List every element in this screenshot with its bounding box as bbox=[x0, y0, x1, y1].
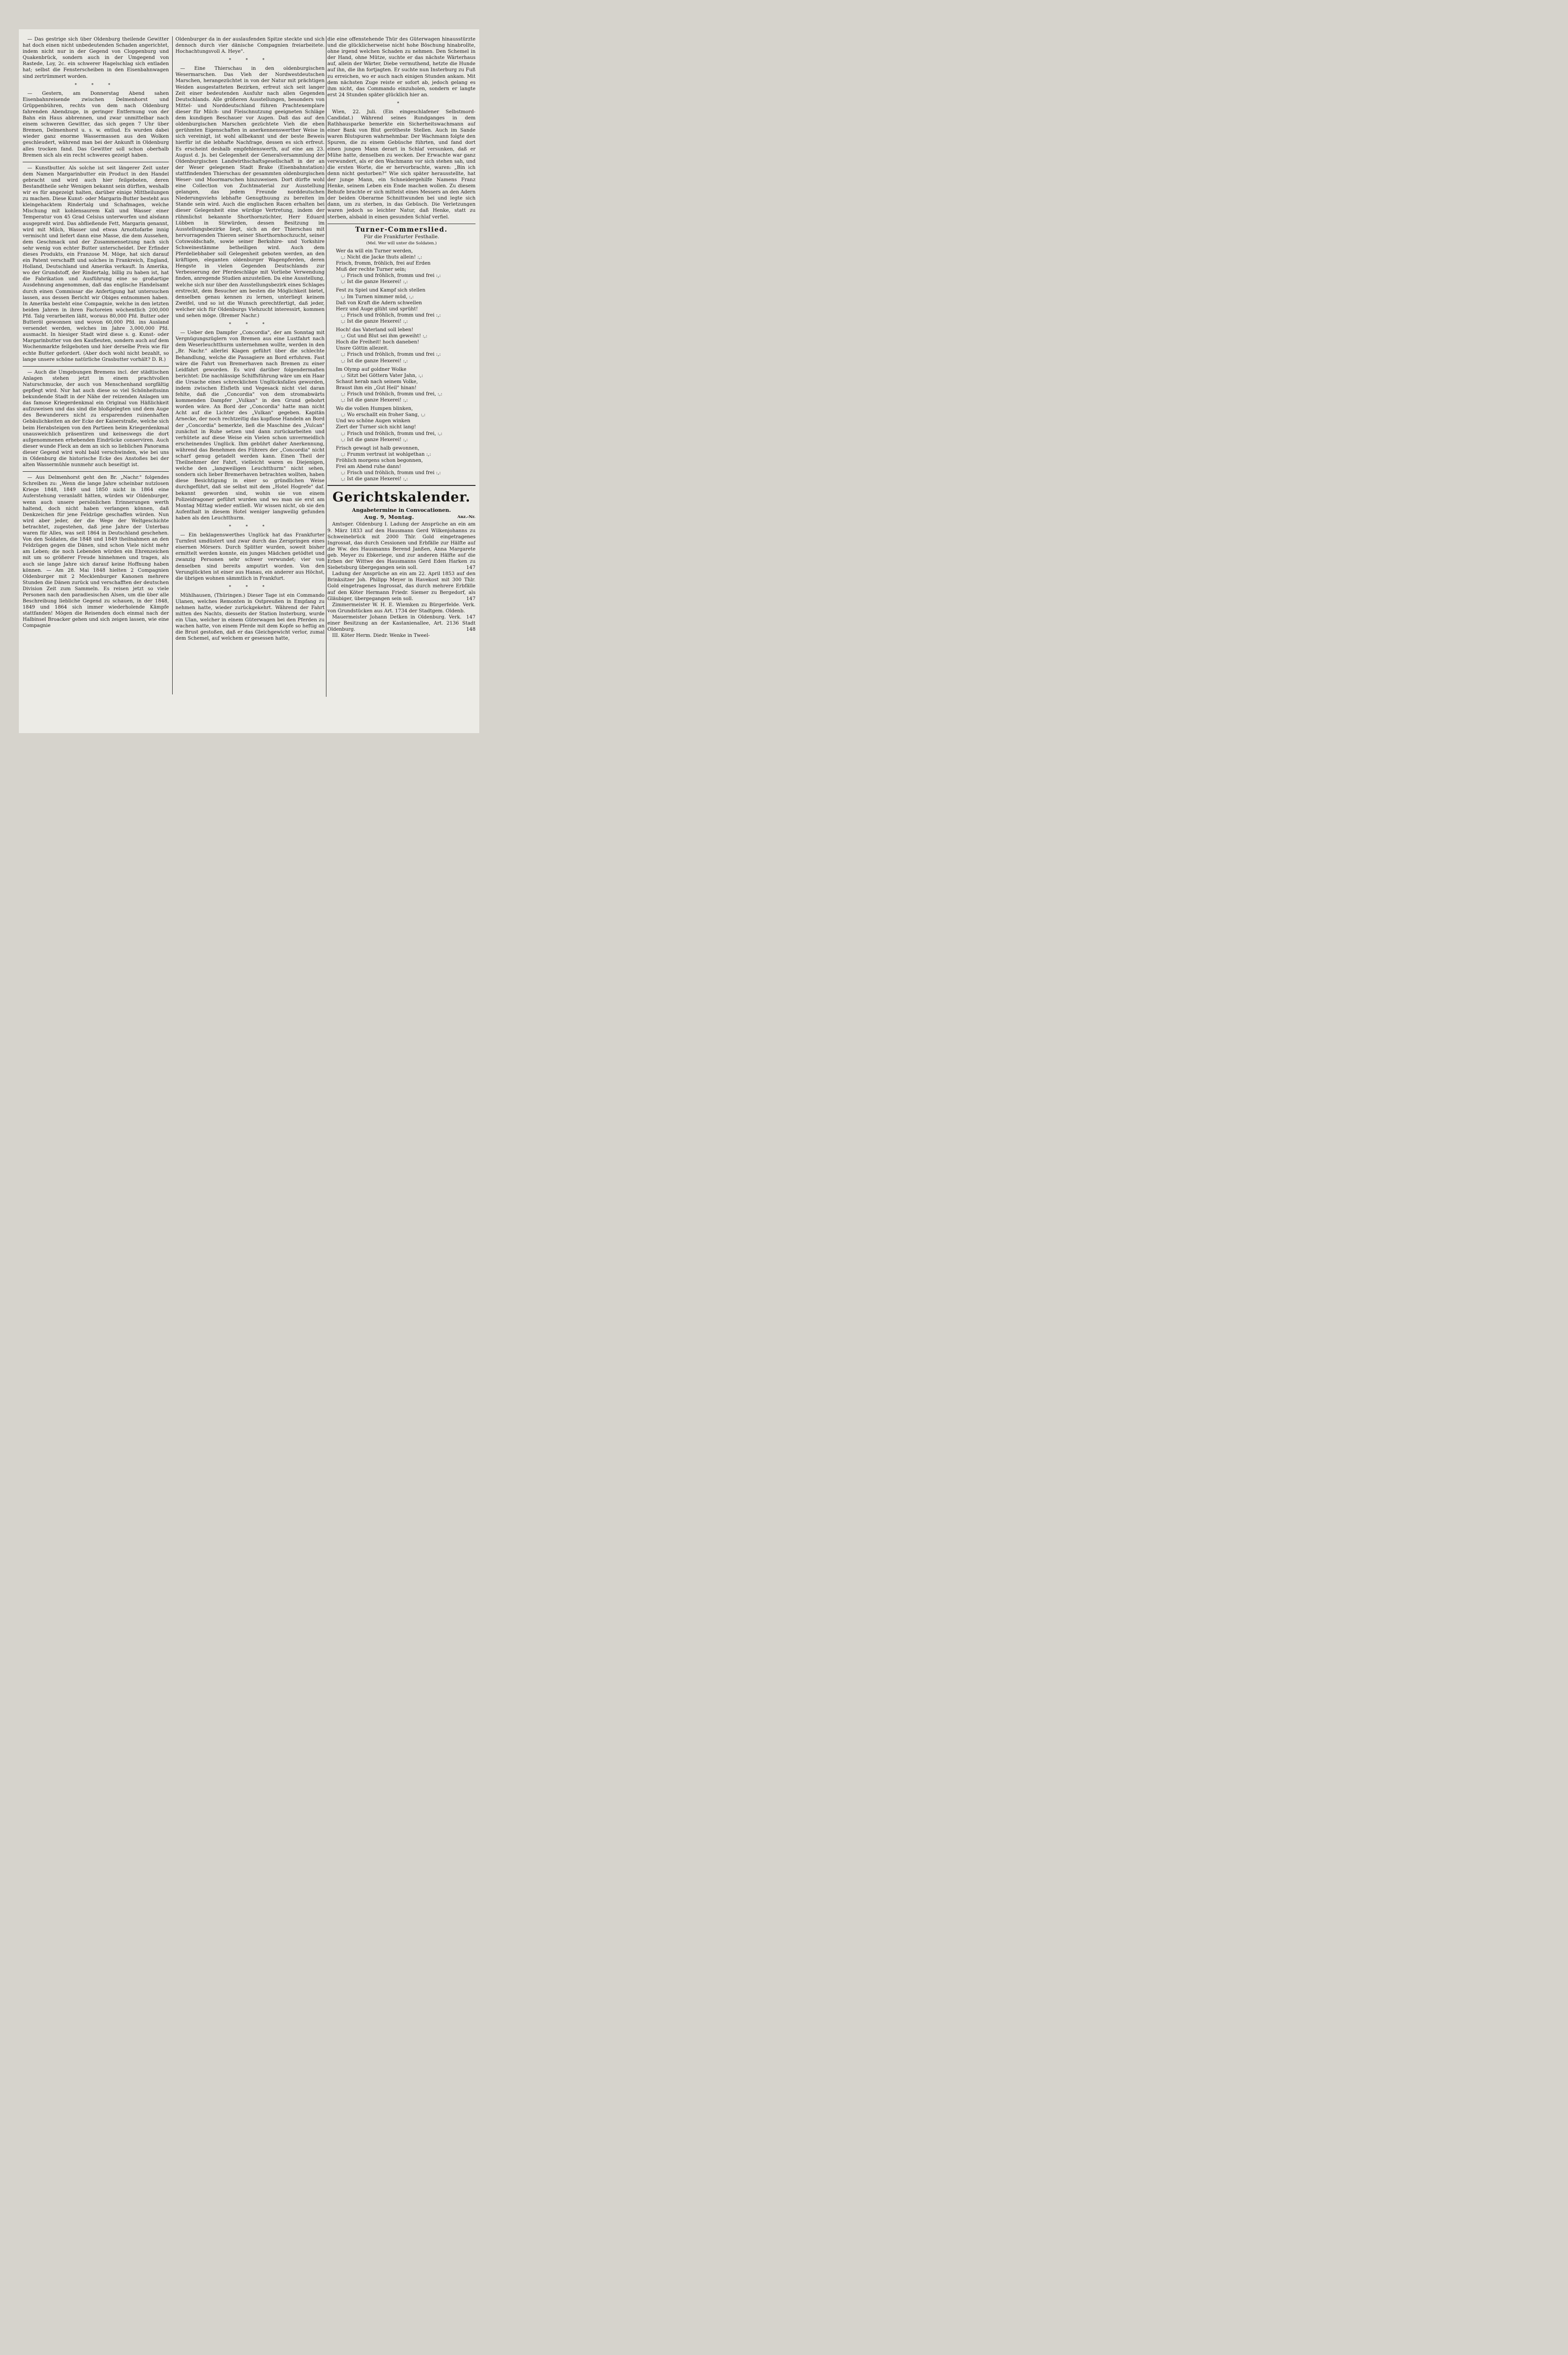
court-entry-text: III. Köter Herm. Diedr. Wenke in Tweel- bbox=[332, 633, 430, 639]
separator-stars: * bbox=[397, 101, 406, 106]
verse-line: :,: Frisch und fröhlich, fromm und frei :,: bbox=[341, 470, 441, 476]
verse-line: Fröhlich morgens schon begonnen, bbox=[336, 457, 423, 463]
court-entry bbox=[327, 571, 475, 601]
verse-line: Hoch! das Vaterland soll leben! bbox=[336, 327, 414, 333]
court-entry-text: Ladung der Ansprüche an ein am 22. April 1853 auf den Brinksitzer Joh. Philipp Meyer in Havekost mit 300 Thlr. Gold eingetragenes Ingrossat, das durch mehrere Erbfälle auf den Köter Hermann Friedr. Siemer zu Bergedorf, als Gläubiger, übergegangen sein soll. bbox=[327, 571, 475, 601]
court-entry-number: 147 bbox=[466, 614, 475, 620]
separator-stars: * * * bbox=[229, 58, 271, 63]
verse-line: Ziert der Turner sich nicht lang! bbox=[336, 424, 416, 430]
verse-line: :,: Ist die ganze Hexerei! :,: bbox=[341, 397, 408, 403]
verse-line: :,: Wo erschallt ein froher Sang, :,: bbox=[341, 412, 425, 418]
court-calendar-date-row bbox=[327, 514, 475, 520]
separator-rule bbox=[23, 366, 169, 367]
verse-line: Braust ihm ein „Gut Heil" hinan! bbox=[336, 384, 417, 391]
court-entry-text: Mauermeister Johann Detken in Oldenburg. Verk. einer Besitzung an der Kastanienallee, Art. 2136 Stadt Oldenburg. bbox=[327, 614, 475, 633]
song-verse bbox=[327, 327, 475, 364]
article-thierschau: — Eine Thierschau in den oldenburgischen Wesermarschen. Das Vieh der Nordwestdeutschen Marschen, herangezüchtet in von der Natur mit prächtigen Weiden ausgestatteten Bezirken, erfreut sich seit langer Zeit einer bedeutenden Ausfuhr nach allen Gegenden Deutschlands. Alle größeren Ausstellungen, besonders von Mittel- und Norddeutschland führen Prachtexemplare dieser für Milch- und Fleischnutzung geeigneten Schläge dem kundigen Beschauer vor Augen. Daß das auf den oldenburgischen Marschen gezüchtete Vieh die eben gerühmten Eigenschaften in anerkennenswerther Weise in sich vereinigt, ist wohl allbekannt und der beste Beweis hierfür ist die lebhafte Nachfrage, dessen es sich erfreut. Es erscheint deshalb empfehlenswerth, auf eine am 23. August d. Js. bei Gelegenheit der Generalversammlung der Oldenburgischen Landwirthschaftsgesellschaft in der an der Weser gelegenen Stadt Brake (Eisenbahnstation) stattfindenden Thierschau der gesammten oldenburgischen Weser- und Moormarschen hinzuweisen. Dort dürfte wohl eine Collection von Zuchtmaterial zur Ausstellung gelangen, das jedem Freunde norddeutschen Niederungsviehs lebhafte Genugthuung zu bereiten im Stande sein wird. Auch die englischen Racen erhalten bei dieser Gelegenheit eine würdige Vertretung, indem der rühmlichst bekannte Shorthornzüchter, Herr Eduard Lübben in Sürwürden, dessen Besitzung im Ausstellungsbezirke liegt, sich an der Thierschau mit hervorragenden Thieren seiner Shorthornhochzucht, seiner Cotswoldschafe, sowie seiner Berkshire- und Yorkshire Schweinestämme betheiligen wird. Auch dem Pferdeliebhaber soll Gelegenheit geboten werden, an den kräftigen, eleganten oldenburger Wagenpferden, deren Hengste in vielen Gegenden Deutschlands zur Verbesserung der Pferdeschläge mit Vorliebe Verwendung finden, anregende Studien anzustellen. Da eine Ausstellung, welche sich nur über den Ausstellungsbezirk eines Schlages erstreckt, dem Besucher am besten die Möglichkeit bietet, denselben genau kennen zu lernen, unterliegt keinem Zweifel, und so ist die Wunsch gerechtfertigt, daß jeder, welcher sich für Oldenburgs Viehzucht interessirt, kommen und sehen möge. (Bremer Nachr.) bbox=[175, 66, 325, 319]
court-entry bbox=[327, 601, 475, 620]
verse-line: Herz und Auge glüht und sprüht! bbox=[336, 306, 418, 312]
verse-line: :,: Ist die ganze Hexerei! :,: bbox=[341, 279, 408, 285]
song-verse bbox=[327, 248, 475, 285]
court-entry-number: 148 bbox=[466, 626, 475, 633]
song-subtitle: Für die Frankfurter Festhalle. bbox=[363, 234, 439, 240]
court-entry bbox=[327, 521, 475, 571]
verse-line: Wer da will ein Turner werden, bbox=[336, 248, 413, 254]
verse-line: :,: Ist die ganze Hexerei! :,: bbox=[341, 476, 408, 482]
article-turnfest: — Ein beklagenswerthes Unglück hat das Frankfurter Turnfest umdüstert und zwar durch das Zerspringen eines eisernen Mörsers. Durch Splitter wurden, soweit bisher ermittelt werden konnte, ein junges Mädchen getödtet und zwanzig Personen sehr schwer verwundet; vier von denselben sind bereits amputirt worden. Von den Verunglückten ist einer aus Hanau, ein anderer aus Höchst, die übrigen wohnen sämmtlich in Frankfurt. bbox=[175, 532, 325, 581]
column-rule bbox=[172, 36, 173, 694]
article-wien: Wien, 22. Juli. (Ein eingeschlafener Selbstmord-Candidat.) Während seines Rundganges in dem Rathhausparke bemerkte ein Sicherheitswachmann auf einer Bank von Blut gerötheste Stellen. Auch im Sande waren Blutspuren wahrnehmbar. Der Wachmann folgte den Spuren, die zu einem Gebüsche führten, und fand dort einen jungen Mann derart in Schlaf versunken, daß er Mühe hatte, denselben zu wecken. Der Erwachte war ganz verwundert, als er den Wachmann vor sich stehen sah, und die ersten Worte, die er hervorbrachte, waren: „Bin ich denn nicht gestorben?" Wie sich später herausstellte, hat der junge Mann, ein Schneidergehilfe Namens Franz Henke, seinem Leben ein Ende machen wollen. Zu diesem Behufe brachte er sich mittelst eines Messers an den Adern der beiden Oberarme Schnittwunden bei und legte sich dann, um zu sterben, in das Gebüsch. Die Verletzungen waren jedoch so leichter Natur, daß Henke, statt zu sterben, alsbald in einen gesunden Schlaf verfiel. bbox=[327, 109, 475, 220]
verse-line: Im Olymp auf goldner Wolke bbox=[336, 366, 407, 372]
column-2 bbox=[175, 36, 325, 706]
article-kunstbutter: — Kunstbutter. Als solche ist seit längerer Zeit unter dem Namen Margarinbutter ein Product in den Handel gebracht und wird auch hier feilgeboten, deren Bestandtheile sehr Wenigen bekannt sein dürften, weshalb wir es für angezeigt halten, darüber einige Mittheilungen zu machen. Diese Kunst- oder Margarin-Butter besteht aus kleingehacktem Rindertalg und Schafmagen, welche Mischung mit kohlensaurem Kali und Wasser einer Temperatur von 45 Grad Celsius unterworfen und alsdann ausgepreßt wird. Das abfließende Fett, Margarin genannt, wird mit Milch, Wasser und etwas Arnottofarbe innig vermischt und liefert dann eine Masse, die dem Aussehen, dem Geschmack und der Zusammensetzung nach sich sehr wenig von echter Butter unterscheidet. Der Erfinder dieses Produkts, ein Franzose M. Möge, hat sich darauf ein Patent verschafft und solches in Frankreich, England, Holland, Deutschland und Amerika verkauft. In Amerika, wo der Grundstoff, der Rindertalg, billig zu haben ist, hat die Fabrikation und Ausführung eine so großartige Ausdehnung angenommen, daß das englische Handelsamt durch einen Commissar die Anfertigung hat untersuchen lassen, aus dessen Bericht wir Obiges entnommen haben. In Amerika besteht eine Compagnie, welche in den letzten beiden Jahren in ihren Factoreien wöchentlich 200,000 Pfd. Talg verarbeiten läßt, woraus 80,000 Pfd. Butter oder Butteröl gewonnen und wovon 60,000 Pfd. ins Ausland versendet werden, welches im Jahre 3,000,000 Pfd. ausmacht. In hiesiger Stadt wird diese s. g. Kunst- oder Margarinbutter von den Kaufleuten, sondern auch auf dem Wochenmarkte feilgeboten und hier derselbe Preis wie für echte Butter gefordert. (Aber doch wohl nicht bezahlt, so lange unsere schöne natürliche Grasbutter vorhält? D. R.) bbox=[23, 165, 169, 362]
court-entry bbox=[327, 614, 475, 633]
verse-line: Frisch, fromm, fröhlich, frei auf Erden bbox=[336, 260, 431, 267]
article-delmenhorst: — Aus Delmenhorst geht den Br. „Nachr." folgendes Schreiben zu: „Wenn die lange Jahre scheinbar nutzlosen Kriege 1848, 1849 und 1850 nicht in 1864 eine Auferstehung veranlaßt hätten, würden wir Oldenburger, wenn auch unsere persönlichen Erinnerungen werth haltend, doch nicht haben verlangen können, daß Denkzeichen für jene Feldzüge geschaffen würden. Nun wird aber jeder, der die Wege der Weltgeschichte betrachtet, zugestehen, daß jene Jahre der Unterbau waren für Alles, was seit 1864 in Deutschland geschehen. Von den Soldaten, die 1848 und 1849 theilnahmen an den Feldzügen gegen die Dänen, sind schon Viele nicht mehr am Leben; die noch Lebenden würden ein Ehrenzeichen mit um so größerer Freude hinnehmen und tragen, als auch sie lange Jahre sich darauf keine Hoffnung haben können. — Am 28. Mai 1848 hielten 2 Compagnien Oldenburger mit 2 Mecklenburger Kanonen mehrere Stunden die Dänen zurück und verschafften der deutschen Division Zeit zum Sammeln. Es reisen jetzt so viele Personen nach den paradiesischen Alsen, um die über alle Beschreibung liebliche Gegend zu schauen, in der 1848, 1849 und 1864 sich immer wiederholende Kämpfe stattfanden! Mögen die Reisenden doch einmal nach der Halbinsel Broacker gehen und sich zeigen lassen, wie eine Compagnie bbox=[23, 475, 169, 629]
verse-line: :,: Frisch und fröhlich, fromm und frei :,: bbox=[341, 312, 441, 318]
verse-line: :,: Frumm vertraut ist wohlgethan :,: bbox=[341, 451, 431, 457]
song-melody: (Mel. Wer will unter die Soldaten.) bbox=[366, 241, 437, 246]
newspaper-page bbox=[19, 29, 479, 733]
article-muehlhausen: Mühlhausen, (Thüringen.) Dieser Tage ist ein Commando Ulanen, welches Remonten in Ostpreußen in Empfang zu nehmen hatte, wieder zurückgekehrt. Während der Fahrt mitten des Nachts, diesseits der Station Insterburg, wurde ein Ulan, welcher in einem Güterwagen bei den Pferden zu wachen hatte, von einem Pferde mit dem Kopfe so heftig an die Brust gestoßen, daß er das Gleichgewicht verlor, zumal dem Schemel, auf welchem er gesessen hatte, bbox=[175, 592, 325, 642]
verse-line: :,: Frisch und fröhlich, fromm und frei :,: bbox=[341, 351, 441, 358]
court-calendar-subtitle: Angabetermine in Convocationen. bbox=[352, 507, 451, 514]
verse-line: Unsre Göttin allezeit. bbox=[336, 345, 389, 351]
article-haus-abbrennen: — Gestern, am Donnerstag Abend sahen Eisenbahnreisende zwischen Delmenhorst und Grüppenbühren, rechts von dem nach Oldenburg fahrenden Abendzuge, in geringer Entfernung von der Bahn ein Haus abbrennen, und zwar unmittelbar nach einem schweren Gewitter, das sich gegen 7 Uhr über Bremen, Delmenhorst u. s. w. entlud. Es wurden dabei wieder ganz enorme Wassermassen aus den Wolken geschleudert, während man bei der Ankunft in Oldenburg alles trocken fand. Das Gewitter soll schon oberhalb Bremen sich als ein recht schweres gezeigt haben. bbox=[23, 90, 169, 158]
article-gewitter: — Das gestrige sich über Oldenburg theilende Gewitter hat doch einen nicht unbedeutenden Schaden angerichtet, indem nicht nur in der Gegend von Cloppenburg und Quakenbrück, sondern auch in der Umgegend von Rastede, Loy, 2c. ein schwerer Hagelschlag sich entladen hat; selbst die Fensterscheiben in den Eisenbahnwagen sind zertrümmert worden. bbox=[23, 36, 169, 79]
verse-line: :,: Frisch und fröhlich, fromm und frei :,: bbox=[341, 273, 441, 279]
separator-stars: * * * bbox=[75, 83, 117, 88]
song-verse bbox=[327, 367, 475, 404]
article-muehlhausen-cont: die eine offenstehende Thür des Güterwagen hinausstürzte und die glücklicherweise nicht hohe Böschung hinabrollte, ohne irgend welchen Schaden zu nehmen. Den Schemel in der Hand, ohne Mütze, suchte er das nächste Wärterhaus auf, allein der Wärter, Diebe vermuthend, hetzte die Hunde auf ihn, die ihn fortjagten. Er suchte nun Insterburg zu Fuß zu erreichen, wo er auch nach einigen Stunden ankam. Mit dem nächsten Zuge reiste er sofort ab, jedoch gelang es ihm nicht, das Commando einzuholen, sondern er langte erst 24 Stunden später glücklich hier an. bbox=[327, 36, 475, 98]
article-bremen: — Auch die Umgebungen Bremens incl. der städtischen Anlagen stehen jetzt in einem prachtvollen Naturschmucke, der auch von Menschenhand sorgfältig gepflegt wird. Nur hat auch diese so viel Schönheitssinn bekundende Stadt in der Nähe der reizenden Anlagen um das famose Kriegerdenkmal ein Original von Häßlichkeit aufzuweisen und das sind die bloßgelegten und dem Auge des Bewunderers nicht zu ersparenden ruinenhaften Gebäulichkeiten an der Ecke der Kaiserstraße, welche sich beim Herabsteigen von den Partieen beim Kriegerdenkmal unausweichlich präsentiren und keineswegs die dort aufgenommenen erhebenden Eindrücke conserviren. Auch dieser wunde Fleck an dem an sich so lieblichen Panorama dieser Gegend wird wohl bald verschwinden, wie bei uns in Oldenburg die historische Ecke des Anstoßes bei der alten Wassermühle nunmehr auch beseitigt ist. bbox=[23, 369, 169, 468]
separator-rule bbox=[23, 471, 169, 472]
separator-stars: * * * bbox=[229, 585, 271, 590]
verse-line: Wo die vollen Humpen blinken, bbox=[336, 406, 413, 412]
verse-line: Fest zu Spiel und Kampf sich stellen bbox=[336, 287, 425, 293]
verse-line: :,: Nicht die Jacke thuts allein! :,: bbox=[341, 254, 422, 260]
verse-line: Und wo schöne Augen winken bbox=[336, 418, 410, 424]
court-calendar-date: Aug. 9, Montag. bbox=[364, 514, 414, 521]
court-calendar-title: Gerichtskalender. bbox=[332, 489, 471, 505]
column-3 bbox=[327, 36, 475, 697]
verse-line: Muß der rechte Turner sein; bbox=[336, 267, 407, 273]
verse-line: :,: Frisch und fröhlich, fromm und frei, :,: bbox=[341, 430, 442, 436]
article-concordia: — Ueber den Dampfer „Concordia", der am Sonntag mit Vergnügungszüglern von Bremen aus eine Lustfahrt nach dem Weserleuchtthurm unternehmen wollte, werden in den „Br. Nachr." allerlei Klagen geführt über die schlechte Behandlung, welche die Passagiere an Bord erfuhren. Fast wäre die Fahrt von Bremerhaven nach Bremen zu einer Leidfahrt geworden. Es wird darüber folgendermaßen berichtet: Die nachlässige Schiffsführung wäre um ein Haar die Ursache eines schrecklichen Unglücksfalles geworden, indem zwischen Elsfleth und Vegesack nicht viel daran fehlte, daß die „Concordia" von dem stromabwärts kommenden Dampfer „Vulkan" in den Grund gebohrt worden wäre. An Bord der „Concordia" hatte man nicht Acht auf die Lichter des „Vulkan" gegeben. Kapitän Arnecke, der noch rechtzeitig das kopflose Handeln an Bord der „Concordia" bemerkte, ließ die Maschine des „Vulcan" zunächst in Ruhe setzen und dann zurückarbeiten und verhütete auf diese Weise ein Vielen schon unvermeidlich erscheinendes Unglück. Ihm gebührt daher Anerkennung, während das Benehmen des Führers der „Concordia" nicht scharf genug getadelt werden kann. Einen Theil der Theilnehmer der Fahrt, vielleicht waren es Diejenigen, welche den „langweiligen Leuchtthurm" nicht sehen, sondern sich lieber Bremerhaven betrachten wollten, haben diese Besichtigung in einer so gründlichen Weise durchgeführt, daß sie selbst mit dem „Hotel Hogrefe" daf. bekannt geworden sind, wohin sie von einem Polizeidragoner geführt wurden und wo man sie erst am Montag Mittag wieder entließ. Wir wissen nicht, ob sie den Aufenthalt in diesem Hotel weniger langweilig gefunden haben als den Leuchtthurm. bbox=[175, 330, 325, 521]
song-title: Turner-Commerslied. bbox=[355, 225, 448, 234]
verse-line: Hoch die Freiheit! hoch daneben! bbox=[336, 339, 419, 345]
column-1 bbox=[23, 36, 169, 697]
verse-line: Frei am Abend ruhe dann! bbox=[336, 464, 401, 469]
verse-line: Daß von Kraft die Adern schwellen bbox=[336, 300, 422, 306]
verse-line: :,: Gut und Blut sei ihm geweiht! :,: bbox=[341, 333, 427, 339]
song-verse bbox=[327, 287, 475, 325]
separator-thick-rule bbox=[327, 485, 475, 486]
court-entry-text: Zimmermeister W. H. E. Wiemken zu Bürgerfelde. Verk. von Grundstücken aus Art. 1734 der Stadtgem. Oldenb. bbox=[327, 601, 475, 614]
verse-line: :,: Ist die ganze Hexerei! :,: bbox=[341, 318, 408, 324]
court-calendar-column-label: Anz.-Nr. bbox=[457, 515, 475, 520]
song-verse bbox=[327, 406, 475, 443]
court-entry-text: Amtsger. Oldenburg I. Ladung der Ansprüche an ein am 9. März 1833 auf den Hausmann Gerd Wilkenjohanns zu Schweinebrück mit 2000 Thlr. Gold eingetragenes Ingrossat, das durch Cessionen und Erbfälle zur Hälfte auf die Ww. des Hausmanns Berend Janßen, Anna Margarete geb. Meyer zu Ebkeriege, und zur anderen Hälfte auf die Erben der Wittwe des Hausmanns Gerd Eden Harken zu Siebetsburg übergegangen sein soll. bbox=[327, 521, 475, 571]
verse-line: Frisch gewagt ist halb gewonnen, bbox=[336, 445, 419, 451]
article-delmenhorst-cont: Oldenburger da in der auslaufenden Spitze steckte und sich dennoch durch vier dänische Compagnien freiarbeitete. Hochachtungsvoll A. Heye". bbox=[175, 36, 325, 55]
verse-line: :,: Ist die ganze Hexerei! :,: bbox=[341, 358, 408, 364]
verse-line: :,: Im Turnen nimmer müd, :,: bbox=[341, 293, 414, 300]
court-entry-number: 147 bbox=[466, 595, 475, 601]
verse-line: :,: Sitzt bei Göttern Vater Jahn, :,: bbox=[341, 372, 424, 378]
verse-line: Schaut herab nach seinem Volke, bbox=[336, 378, 418, 384]
separator-stars: * * * bbox=[229, 525, 271, 530]
song-verse bbox=[327, 445, 475, 483]
separator-stars: * * * bbox=[229, 322, 271, 327]
court-entry bbox=[327, 633, 475, 639]
verse-line: :,: Ist die ganze Hexerei! :,: bbox=[341, 436, 408, 443]
court-entry-number: 147 bbox=[466, 565, 475, 571]
verse-line: :,: Frisch und fröhlich, fromm und frei, :,: bbox=[341, 391, 442, 397]
